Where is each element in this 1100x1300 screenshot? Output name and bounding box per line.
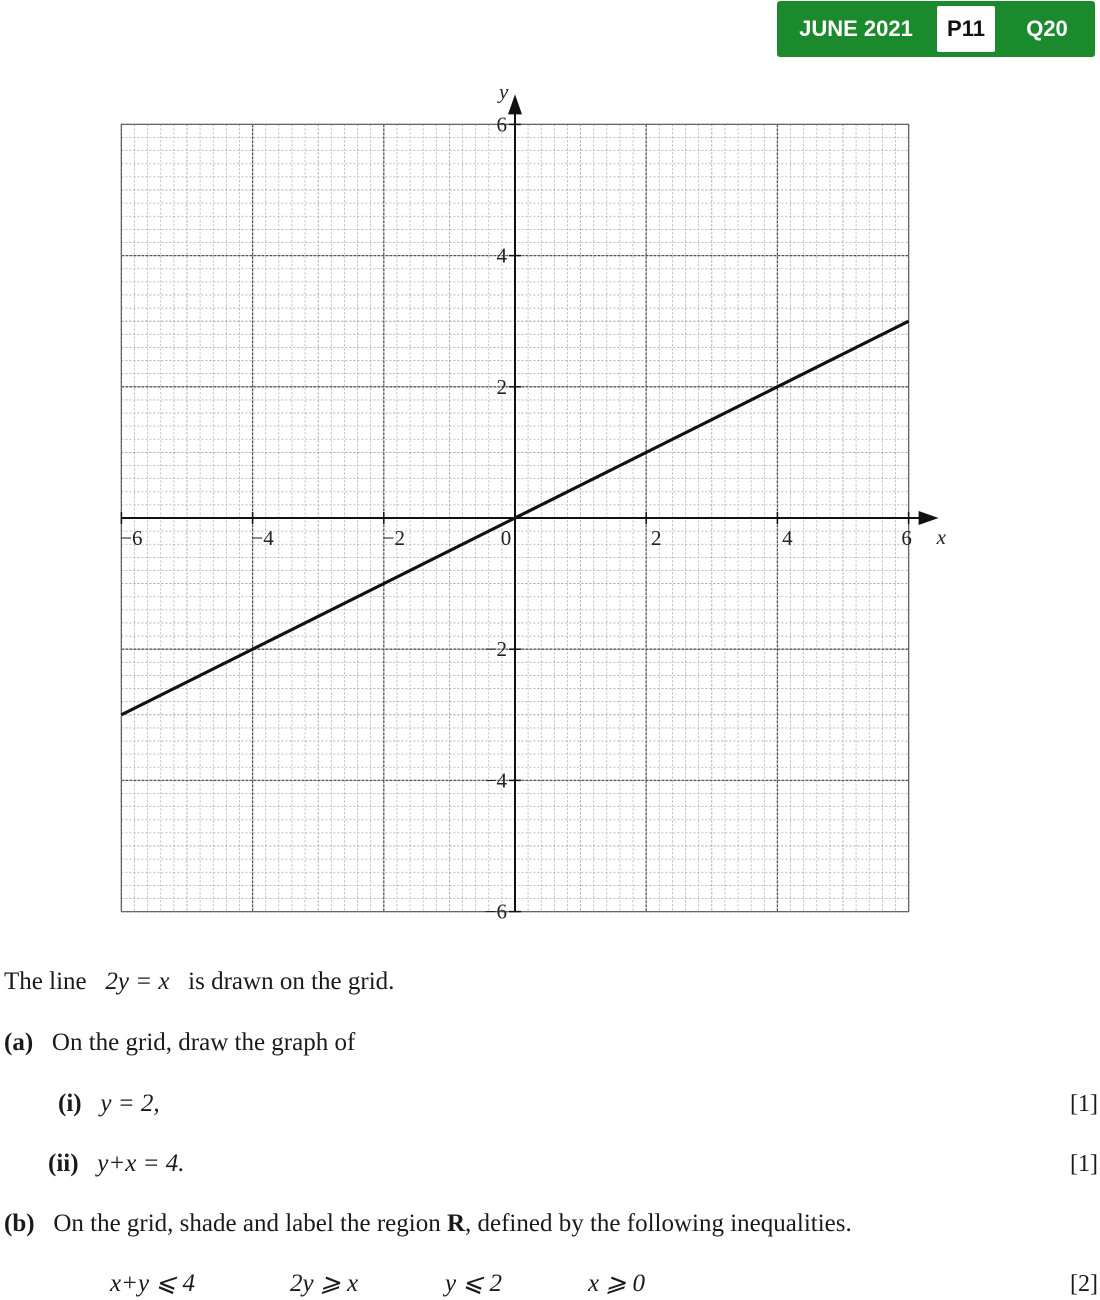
inequality-4: x ⩾ 0	[588, 1270, 646, 1297]
y-tick-label: −4	[484, 768, 507, 793]
part-a-text: On the grid, draw the graph of	[51, 1029, 356, 1056]
part-a-ii-label: (ii)	[48, 1150, 79, 1177]
coordinate-grid	[0, 70, 1000, 940]
part-a-ii-equation: y+x = 4.	[97, 1150, 185, 1177]
tick-labels	[120, 79, 946, 923]
y-tick-label: 2	[496, 374, 507, 399]
x-tick-label: 6	[901, 526, 912, 550]
x-tick-label: 2	[650, 526, 662, 550]
part-a-i-equation: y = 2,	[100, 1090, 160, 1117]
paper-number-label: P11	[937, 6, 995, 52]
inequality-1: x+y ⩽ 4	[110, 1270, 196, 1297]
part-a-ii-marks: [1]	[1070, 1151, 1098, 1177]
x-tick-label: −6	[120, 526, 143, 550]
y-tick-label: 6	[496, 112, 507, 137]
part-a-i-label: (i)	[58, 1090, 82, 1117]
question-number-label: Q20	[1026, 16, 1068, 41]
x-axis-arrow-icon	[919, 511, 939, 525]
exam-session-label: JUNE 2021	[799, 16, 913, 41]
x-tick-label: 0	[500, 526, 512, 550]
y-tick-label: −6	[484, 899, 507, 924]
inequality-2: 2y ⩾ x	[290, 1270, 359, 1297]
x-tick-label: −4	[251, 526, 274, 550]
part-a-label: (a)	[4, 1029, 34, 1056]
part-b-marks: [2]	[1070, 1271, 1098, 1297]
y-axis-label: y	[499, 79, 509, 104]
intro-sentence	[4, 967, 394, 997]
part-a-ii	[48, 1149, 184, 1179]
question-reference-badge	[777, 1, 1095, 57]
part-a-instruction	[4, 1028, 355, 1058]
intro-prefix: The line	[4, 968, 87, 995]
part-b-region-label: R	[446, 1210, 466, 1237]
x-tick-label: −2	[382, 526, 405, 550]
intro-suffix: is drawn on the grid.	[188, 968, 395, 995]
part-b-instruction	[4, 1209, 852, 1239]
inequality-3: y ⩽ 2	[445, 1270, 503, 1297]
part-b-label: (b)	[4, 1210, 35, 1237]
y-axis-arrow-icon	[508, 94, 522, 114]
part-b-text-2: , defined by the following inequalities.	[465, 1210, 852, 1237]
part-a-i	[58, 1089, 160, 1119]
intro-equation: 2y = x	[105, 968, 170, 995]
axes	[121, 94, 938, 911]
x-axis-label: x	[936, 525, 946, 549]
part-a-i-marks: [1]	[1070, 1091, 1098, 1117]
part-b-text-1: On the grid, shade and label the region	[53, 1210, 447, 1237]
x-tick-label: 4	[782, 526, 793, 550]
y-tick-label: 4	[496, 243, 507, 268]
y-tick-label: −2	[484, 637, 507, 662]
